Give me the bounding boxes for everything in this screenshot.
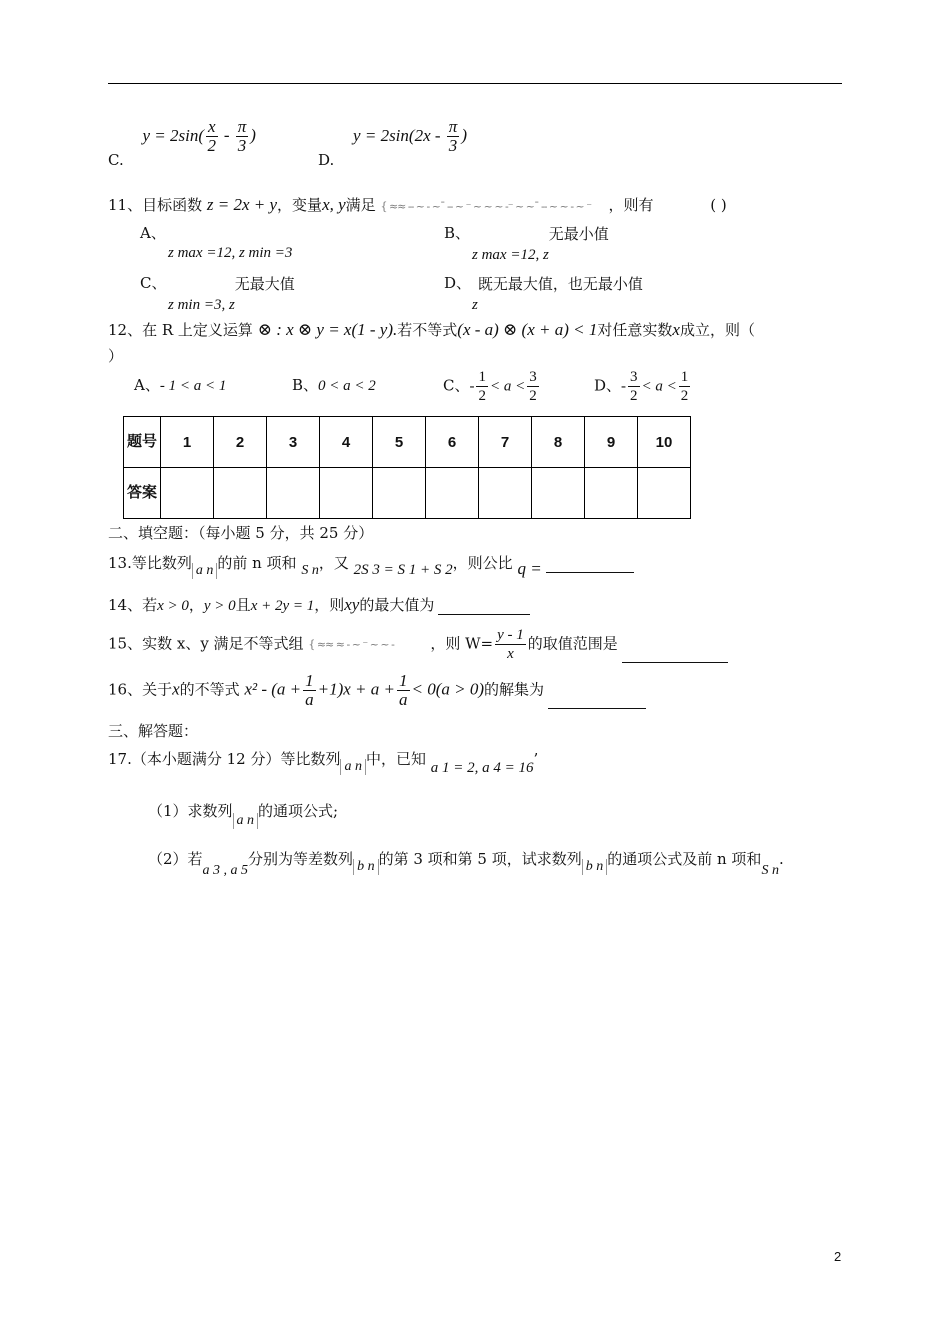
- table-cell: 6: [426, 417, 479, 468]
- answer-cell[interactable]: [426, 468, 479, 519]
- q11-option-a: A、 z max =12, z min =3: [140, 224, 293, 261]
- constraint-system-image: { ≈≈ -- ~ ‐ ~ˉ -- ~ ⁻ ~ ~ ~ ‐⁻ ~ ~ˉ -- ~ ~ ‐ ~ ⁻: [380, 199, 592, 213]
- answer-blank[interactable]: [622, 661, 728, 663]
- section-2-title: 二、填空题：（每小题 5 分，共 25 分）: [108, 524, 374, 542]
- row-header-number: 题号: [124, 417, 161, 468]
- table-cell: 9: [585, 417, 638, 468]
- answer-cell[interactable]: [267, 468, 320, 519]
- q11-stem: 11、目标函数 z = 2x + y，变量x, y满足 { ≈≈ -- ~ ‐ ~ˉ -- ~ ⁻ ~ ~ ~ ‐⁻ ~ ~ˉ -- ~ ~ ‐ ~ ⁻ ，则有 ( ): [108, 195, 727, 214]
- header-rule: [108, 83, 842, 84]
- constraint-system-image: { ≈≈ ≈ ‐ ~ ⁻ ~ ~ ‐: [308, 638, 394, 651]
- page-number: 2: [834, 1249, 842, 1264]
- answer-cell[interactable]: [161, 468, 214, 519]
- q10-option-d: D. y = 2sin(2x - $\frac{\pi}{3}$ ): [318, 117, 467, 169]
- q12-option-a: A、- 1 < a < 1: [134, 376, 227, 394]
- table-cell: 7: [479, 417, 532, 468]
- table-cell: 10: [638, 417, 691, 468]
- q10-option-c: C. y = 2sin( $\frac{x}{2}$ - $\frac{\pi}{3}$ ): [108, 117, 256, 169]
- q12-stem-end: ）: [108, 347, 124, 365]
- answer-cell[interactable]: [532, 468, 585, 519]
- q16: 16、关于x的不等式 x² - (a + $\frac{1}{a}$ +1)x + a + $\frac{1}{a}$ < 0(a > 0)的解集为: [108, 672, 646, 709]
- table-cell: 1: [161, 417, 214, 468]
- q17-stem: 17.（本小题满分 12 分）等比数列 a n 中，已知 a 1 = 2, a 4 = 16’: [108, 750, 539, 776]
- answer-table: [123, 416, 691, 519]
- q15: 15、实数 x、y 满足不等式组 { ≈≈ ≈ ‐ ~ ⁻ ~ ~ ‐ ，则 W= $\frac{y - 1}{x}$ 的取值范围是: [108, 626, 728, 663]
- table-cell: 8: [532, 417, 585, 468]
- q11-option-c: C、 z min =3, z无最大值: [140, 274, 295, 313]
- q13: 13.等比数列 a n 的前 n 项和 S n，又 2S 3 = S 1 + S 2，则公比 q =: [108, 552, 634, 573]
- q12-stem: 12、在 R 上定义运算 ⊗ : x ⊗ y = x(1 - y).若不等式(x - a) ⊗ (x + a) < 1对任意实数x成立，则（: [108, 320, 755, 339]
- answer-cell[interactable]: [479, 468, 532, 519]
- section-3-title: 三、解答题：: [108, 722, 199, 740]
- table-row-answers: [124, 468, 691, 519]
- answer-blank[interactable]: [438, 613, 530, 615]
- table-row-numbers: [124, 417, 691, 468]
- answer-cell[interactable]: [638, 468, 691, 519]
- q12-option-b: B、0 < a < 2: [292, 376, 376, 394]
- answer-cell[interactable]: [320, 468, 373, 519]
- table-cell: 3: [267, 417, 320, 468]
- row-header-answer: 答案: [124, 468, 161, 519]
- table-cell: 2: [214, 417, 267, 468]
- q11-option-d: D、 z既无最大值，也无最小值: [444, 274, 643, 313]
- answer-cell[interactable]: [214, 468, 267, 519]
- q11-option-b: B、 z max =12, z无最小值: [444, 224, 609, 263]
- q17-part-1: （1）求数列a n的通项公式;: [148, 802, 339, 828]
- answer-blank[interactable]: [548, 707, 646, 709]
- answer-blank[interactable]: [546, 571, 634, 573]
- table-cell: 4: [320, 417, 373, 468]
- q17-part-2: （2）若a 3 , a 5分别为等差数列 b n 的第 3 项和第 5 项，试求数列 b n 的通项公式及前 n 项和S n.: [148, 850, 784, 878]
- table-cell: 5: [373, 417, 426, 468]
- q12-option-c: C、- $\frac{1}{2}$ < a < $\frac{3}{2}$: [443, 369, 537, 404]
- answer-cell[interactable]: [585, 468, 638, 519]
- q14: 14、若x > 0，y > 0且x + 2y = 1，则xy的最大值为: [108, 594, 530, 615]
- q12-option-d: D、- $\frac{3}{2}$ < a < $\frac{1}{2}$: [594, 369, 689, 404]
- answer-cell[interactable]: [373, 468, 426, 519]
